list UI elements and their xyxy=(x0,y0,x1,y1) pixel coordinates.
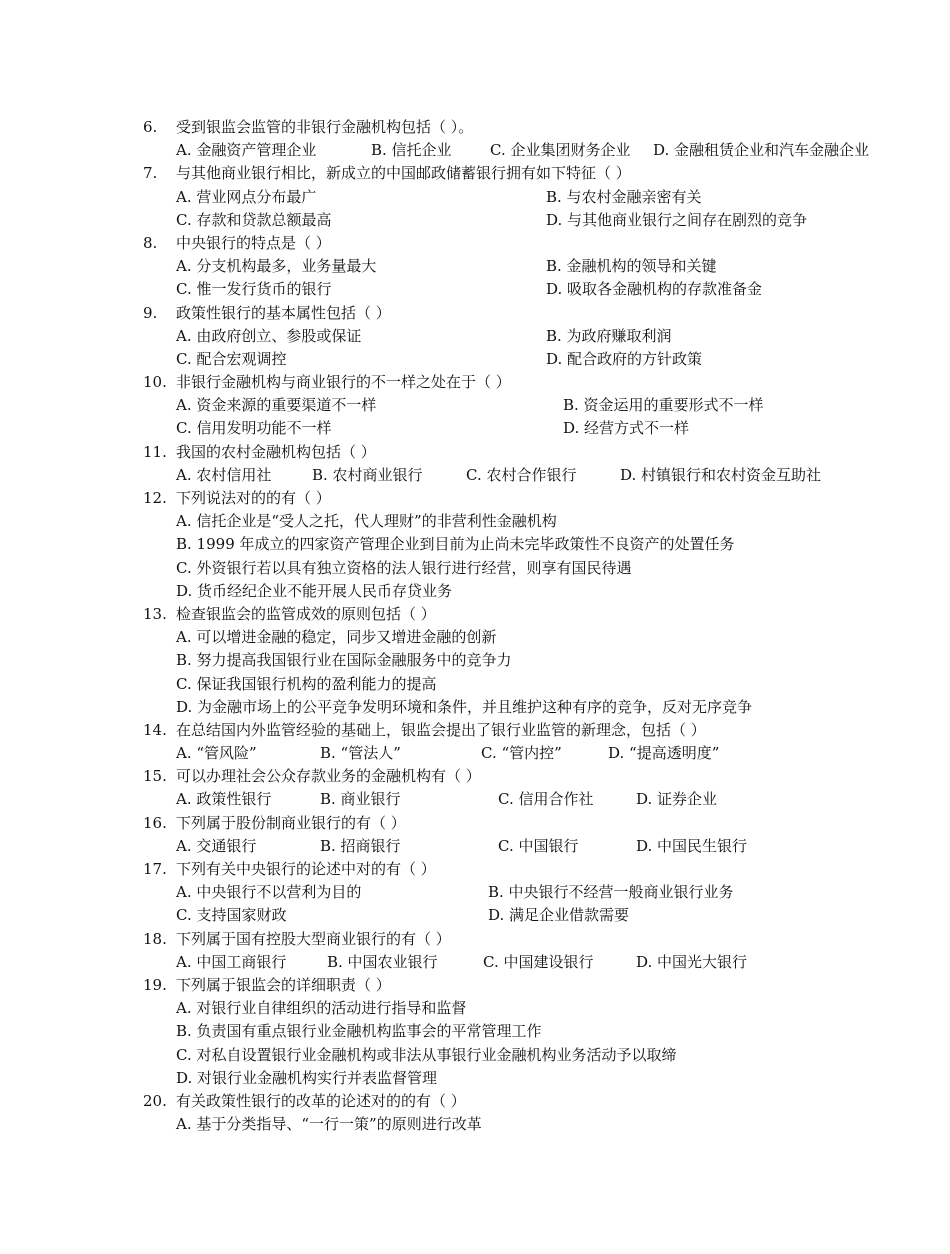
question-stem: 下列属于银监会的详细职责（ ） xyxy=(176,975,391,994)
answer-option: A. 金融资产管理企业 xyxy=(176,141,317,160)
option-row xyxy=(0,904,950,927)
answer-option: C. 对私自设置银行业金融机构或非法从事银行业金融机构业务活动予以取缔 xyxy=(176,1045,677,1064)
option-row xyxy=(0,951,950,974)
question-stem: 非银行金融机构与商业银行的不一样之处在于（ ） xyxy=(176,373,511,392)
option-row xyxy=(0,255,950,278)
answer-option: D. 金融租赁企业和汽车金融企业 xyxy=(653,141,870,160)
question-number: 12. xyxy=(143,489,167,507)
question-number: 17. xyxy=(143,860,167,878)
question-stem-line xyxy=(0,232,950,255)
question-stem: 在总结国内外监管经验的基础上，银监会提出了银行业监管的新理念，包括（ ） xyxy=(176,720,706,739)
answer-option: C. 支持国家财政 xyxy=(176,906,287,925)
question-number: 19. xyxy=(143,975,167,994)
question-stem-line xyxy=(0,858,950,881)
answer-option: A. 分支机构最多，业务量最大 xyxy=(176,257,377,276)
answer-option: B. 金融机构的领导和关键 xyxy=(546,257,717,276)
answer-option: C. 中国建设银行 xyxy=(483,952,594,971)
option-row xyxy=(0,626,950,649)
question-number: 20. xyxy=(143,1091,167,1110)
answer-option: A. 中国工商银行 xyxy=(176,952,287,971)
question-number: 13. xyxy=(143,604,167,623)
question-stem-line xyxy=(0,441,950,464)
question-stem: 检查银监会的监管成效的原则包括（ ） xyxy=(176,604,436,623)
question-stem: 可以办理社会公众存款业务的金融机构有（ ） xyxy=(176,767,481,786)
option-row xyxy=(0,510,950,533)
question-number: 15. xyxy=(143,767,167,786)
question-stem-line xyxy=(0,371,950,394)
option-row xyxy=(0,417,950,440)
question-number: 11. xyxy=(143,442,167,461)
option-row xyxy=(0,186,950,209)
option-row xyxy=(0,348,950,371)
answer-option: A. 农村信用社 xyxy=(176,465,272,484)
answer-option: D. 吸取各金融机构的存款准备金 xyxy=(546,280,763,299)
option-row xyxy=(0,1044,950,1067)
answer-option: C. 信用合作社 xyxy=(498,790,594,809)
answer-option: D. 为金融市场上的公平竞争发明环境和条件，并且维护这种有序的竞争，反对无序竞争 xyxy=(176,697,753,716)
question-stem: 下列说法对的的有（ ） xyxy=(176,489,331,507)
answer-option: D. 对银行业金融机构实行并表监督管理 xyxy=(176,1068,438,1087)
answer-option: C. 农村合作银行 xyxy=(466,465,577,484)
answer-option: A. 基于分类指导、“一行一策”的原则进行改革 xyxy=(176,1115,482,1134)
option-row xyxy=(0,835,950,858)
option-row xyxy=(0,696,950,719)
answer-option: D. 证券企业 xyxy=(636,790,718,809)
option-row xyxy=(0,1113,950,1136)
question-stem-line xyxy=(0,719,950,742)
answer-option: B. 中国农业银行 xyxy=(327,952,438,971)
answer-option: D. 配合政府的方针政策 xyxy=(546,349,703,368)
option-row xyxy=(0,649,950,672)
option-row xyxy=(0,1067,950,1090)
answer-option: B. 农村商业银行 xyxy=(312,465,423,484)
answer-option: C. “管内控” xyxy=(481,744,562,763)
answer-option: A. 营业网点分布最广 xyxy=(176,187,317,206)
answer-option: D. 中国光大银行 xyxy=(636,952,748,971)
question-stem: 下列属于股份制商业银行的有（ ） xyxy=(176,813,406,832)
answer-option: B. 努力提高我国银行业在国际金融服务中的竞争力 xyxy=(176,651,512,670)
question-stem: 有关政策性银行的改革的论述对的的有（ ） xyxy=(176,1091,466,1110)
question-stem-line xyxy=(0,162,950,185)
option-row xyxy=(0,557,950,580)
question-stem: 我国的农村金融机构包括（ ） xyxy=(176,442,376,461)
question-number: 9. xyxy=(143,303,158,322)
answer-option: A. 信托企业是“受人之托，代人理财”的非营利性金融机构 xyxy=(176,512,557,531)
answer-option: B. 中央银行不经营一般商业银行业务 xyxy=(488,883,734,902)
answer-option: A. 政策性银行 xyxy=(176,790,272,809)
answer-option: D. 满足企业借款需要 xyxy=(488,906,630,925)
option-row xyxy=(0,580,950,603)
question-stem: 受到银监会监管的非银行金融机构包括（ ）。 xyxy=(176,118,474,136)
question-number: 8. xyxy=(143,233,158,252)
question-stem: 中央银行的特点是（ ） xyxy=(176,233,331,252)
option-row xyxy=(0,881,950,904)
answer-option: D. 村镇银行和农村资金互助社 xyxy=(620,465,822,484)
answer-option: C. 惟一发行货币的银行 xyxy=(176,280,332,299)
option-row xyxy=(0,742,950,765)
answer-option: B. 信托企业 xyxy=(371,141,452,160)
answer-option: B. 为政府赚取利润 xyxy=(546,326,672,345)
question-stem: 下列属于国有控股大型商业银行的有（ ） xyxy=(176,929,451,948)
question-number: 14. xyxy=(143,720,167,739)
answer-option: C. 信用发明功能不一样 xyxy=(176,419,332,438)
answer-option: B. 商业银行 xyxy=(320,790,401,809)
answer-option: B. 负责国有重点银行业金融机构监事会的平常管理工作 xyxy=(176,1022,542,1041)
option-row xyxy=(0,788,950,811)
answer-option: A. 资金来源的重要渠道不一样 xyxy=(176,396,377,415)
option-row xyxy=(0,1020,950,1043)
option-row xyxy=(0,325,950,348)
question-number: 6. xyxy=(143,118,158,136)
question-stem-line xyxy=(0,765,950,788)
answer-option: C. 外资银行若以具有独立资格的法人银行进行经营，则享有国民待遇 xyxy=(176,558,632,577)
option-row xyxy=(0,533,950,556)
answer-option: B. “管法人” xyxy=(320,744,401,763)
answer-option: A. 由政府创立、参股或保证 xyxy=(176,326,362,345)
answer-option: B. 资金运用的重要形式不一样 xyxy=(563,396,764,415)
answer-option: D. 与其他商业银行之间存在剧烈的竞争 xyxy=(546,210,808,229)
option-row xyxy=(0,278,950,301)
question-stem: 与其他商业银行相比，新成立的中国邮政储蓄银行拥有如下特征（ ） xyxy=(176,164,631,183)
answer-option: A. “管风险” xyxy=(176,744,257,763)
question-number: 16. xyxy=(143,813,167,832)
question-stem-line xyxy=(0,302,950,325)
option-row xyxy=(0,464,950,487)
answer-option: A. 可以增进金融的稳定，同步又增进金融的创新 xyxy=(176,628,497,647)
question-stem-line xyxy=(0,812,950,835)
question-stem-line xyxy=(0,974,950,997)
question-stem: 政策性银行的基本属性包括（ ） xyxy=(176,303,391,322)
option-row xyxy=(0,394,950,417)
question-stem-line xyxy=(0,603,950,626)
answer-option: C. 中国银行 xyxy=(498,836,579,855)
option-row xyxy=(0,673,950,696)
exam-document xyxy=(0,116,950,1136)
option-row xyxy=(0,139,950,162)
question-number: 10. xyxy=(143,373,167,392)
answer-option: C. 企业集团财务企业 xyxy=(490,141,631,160)
answer-option: A. 中央银行不以营利为目的 xyxy=(176,883,362,902)
option-row xyxy=(0,209,950,232)
question-stem-line xyxy=(0,928,950,951)
answer-option: D. 中国民生银行 xyxy=(636,836,748,855)
question-stem-line xyxy=(0,1090,950,1113)
option-row xyxy=(0,997,950,1020)
answer-option: A. 交通银行 xyxy=(176,836,257,855)
question-stem-line xyxy=(0,116,950,139)
question-number: 18. xyxy=(143,929,167,948)
answer-option: D. 经营方式不一样 xyxy=(563,419,690,438)
answer-option: C. 配合宏观调控 xyxy=(176,349,287,368)
answer-option: B. 1999 年成立的四家资产管理企业到目前为止尚未完毕政策性不良资产的处置任务 xyxy=(176,535,735,554)
answer-option: D. 货币经纪企业不能开展人民币存贷业务 xyxy=(176,581,453,600)
question-number: 7. xyxy=(143,164,158,183)
answer-option: C. 保证我国银行机构的盈利能力的提高 xyxy=(176,674,437,693)
question-stem: 下列有关中央银行的论述中对的有（ ） xyxy=(176,860,436,878)
answer-option: A. 对银行业自律组织的活动进行指导和监督 xyxy=(176,999,467,1018)
answer-option: B. 招商银行 xyxy=(320,836,401,855)
answer-option: D. “提高透明度” xyxy=(608,744,720,763)
question-stem-line xyxy=(0,487,950,510)
answer-option: C. 存款和贷款总额最高 xyxy=(176,210,332,229)
answer-option: B. 与农村金融亲密有关 xyxy=(546,187,702,206)
